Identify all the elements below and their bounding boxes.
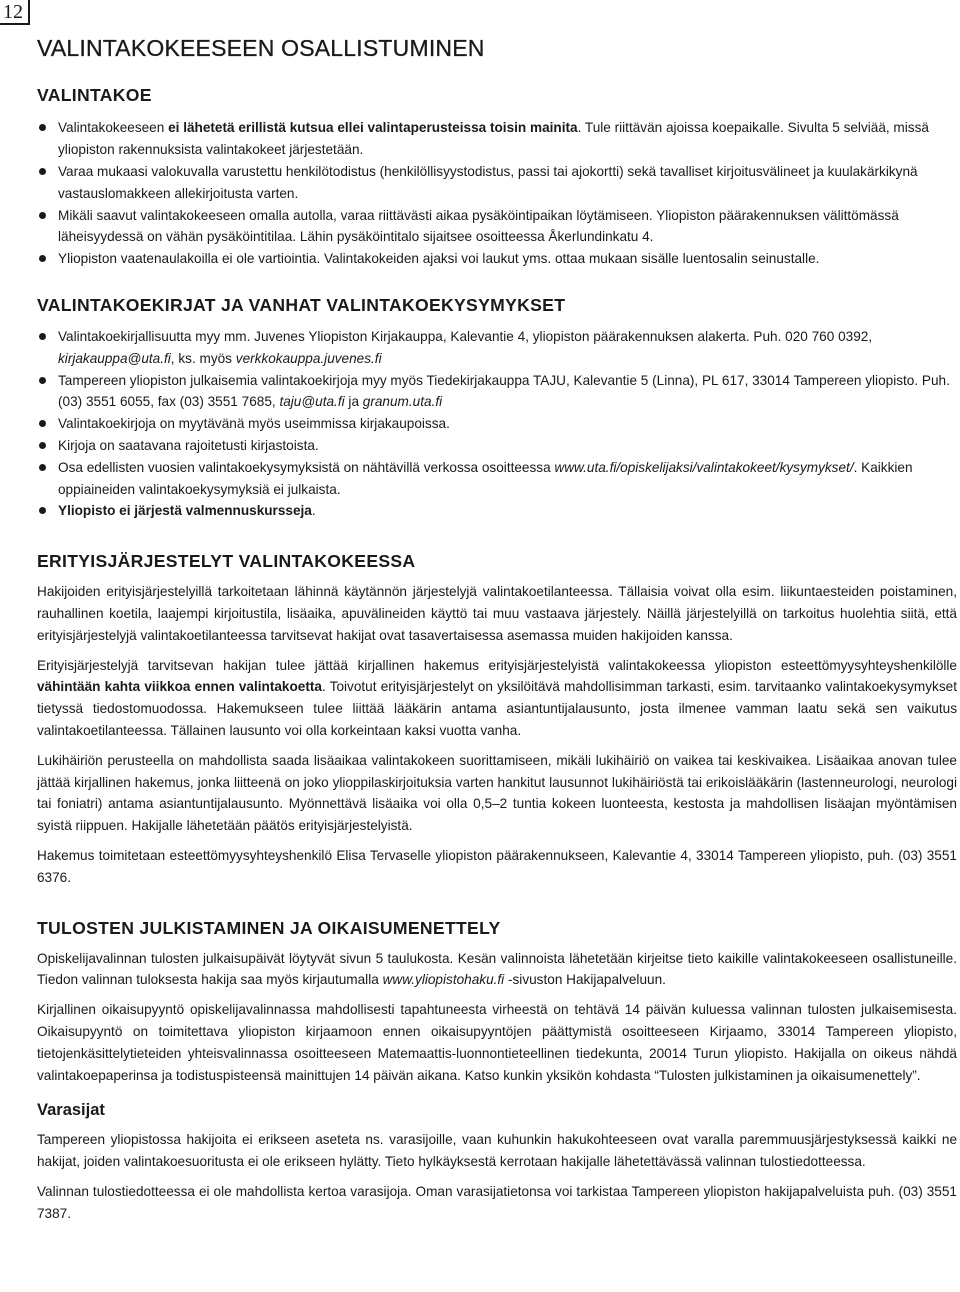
- page-content: [37, 34, 957, 1224]
- web-link[interactable]: www.yliopistohaku.fi: [382, 972, 505, 988]
- valintakoe-list: [37, 117, 957, 270]
- paragraph: Hakijoiden erityisjärjestelyillä tarkoitetaan lähinnä käytännön järjestelyjä valintakoetilanteessa. Tällaisia voivat olla esim. liikuntaesteiden poistaminen, rauhallinen koetila, laajempi kirjoitustila, lisäaika, apuvälineiden käyttö tai muu vastaava järjestely. Näillä järjestelyillä on tarkoitus huolehtia siitä, että erityisjärjestelyjä valintakoetilanteessa tarvitsevat hakijat ovat tasavertaisessa asemassa muiden hakijoiden kanssa.: [37, 584, 957, 643]
- paragraph: Kirjallinen oikaisupyyntö opiskelijavalinnassa mahdollisesti tapahtuneesta virheestä on tehtävä 14 päivän kuluessa valinnan tulosten julkaisemisesta. Oikaisupyyntö on toimitettava yliopiston kirjaamoon ennen oikaisupyyntöjen päättymistä osoitteeseen Kirjaamo, 33014 Tampereen yliopisto, tietojenkäsittelytieteiden yhteisvalinnassa osoitteeseen Matemaattis-luonnontieteellinen tiedekunta, 20014 Turun yliopisto. Hakijalla on oikeus nähdä valintakoepaperinsa ja todistuspisteensä mainittujen 14 päivän aikana. Katso kunkin yksikön kohdasta “Tulosten julkistaminen ja oikaisumenettely”.: [37, 1002, 957, 1083]
- email-link[interactable]: kirjakauppa@uta.fi: [58, 350, 171, 366]
- page-number: 12: [0, 0, 30, 25]
- email-link[interactable]: taju@uta.fi: [279, 394, 345, 410]
- list-item: Valintakokeeseen ei lähetetä erillistä kutsua ellei valintaperusteissa toisin mainita. Tule riittävän ajoissa koepaikalle. Sivulta 5 selviää, missä yliopiston rakennuksista valintakokeet järjestetään.: [37, 117, 957, 161]
- list-item: Valintakoekirjallisuutta myy mm. Juvenes Yliopiston Kirjakauppa, Kalevantie 4, yliopiston päärakennuksen alakerta. Puh. 020 760 0392, kirjakauppa@uta.fi, ks. myös verkkokauppa.juvenes.fi: [37, 326, 957, 370]
- list-item: Varaa mukaasi valokuvalla varustettu henkilötodistus (henkilöllisyystodistus, passi tai ajokortti) sekä tavalliset kirjoitusvälineet ja kuulakärkikynä vastauslomakkeen allekirjoitusta varten.: [37, 161, 957, 205]
- list-item: Mikäli saavut valintakokeeseen omalla autolla, varaa riittävästi aikaa pysäköintipaikan löytämiseen. Yliopiston päärakennuksen välittömässä läheisyydessä on vähän pysäköintitilaa. Lähin pysäköintitalo sijaitsee osoitteessa Åkerlundinkatu 4.: [37, 205, 957, 249]
- list-item: Tampereen yliopiston julkaisemia valintakoekirjoja myy myös Tiedekirjakauppa TAJU, Kalevantie 5 (Linna), PL 617, 33014 Tampereen yliopisto. Puh. (03) 3551 6055, fax (03) 3551 7685, taju@uta.fi ja granum.uta.fi: [37, 370, 957, 414]
- web-link[interactable]: granum.uta.fi: [362, 394, 443, 410]
- section-heading-erityisjarjestelyt: ERITYISJÄRJESTELYT VALINTAKOKEESSA: [37, 551, 416, 572]
- paragraph: Valinnan tulostiedotteessa ei ole mahdollista kertoa varasijoja. Oman varasijatietonsa voi tarkistaa Tampereen yliopiston hakijapalveluista puh. (03) 3551 7387.: [37, 1183, 957, 1221]
- paragraph: Hakemus toimitetaan esteettömyysyhteyshenkilö Elisa Tervaselle yliopiston päärakennukseen, Kalevantie 4, 33014 Tampereen yliopisto, puh. (03) 3551 6376.: [37, 847, 957, 885]
- valintakoekirjat-list: [37, 326, 957, 522]
- paragraph: Opiskelijavalinnan tulosten julkaisupäivät löytyvät sivun 5 taulukosta. Kesän valinnoista lähetetään kirjeitse tieto kaikille valintakokeeseen osallistuneille. Tiedon valinnan tuloksesta hakija saa myös kirjautumalla www.yliopistohaku.fi -sivuston Hakijapalveluun.: [37, 950, 957, 988]
- subsection-heading-varasijat: Varasijat: [37, 1101, 105, 1120]
- section-heading-valintakoe: VALINTAKOE: [37, 85, 152, 105]
- web-link[interactable]: verkkokauppa.juvenes.fi: [235, 350, 382, 366]
- paragraph: Tampereen yliopistossa hakijoita ei erikseen aseteta ns. varasijoille, vaan kuhunkin hakukohteeseen ovat varalla paremmuusjärjestyksessä kaikki ne hakijat, joiden valintakoesuoritusta ei ole erikseen hylätty. Tieto hylkäyksestä kerrotaan hakijalle lähetettävässä valinnan tulostiedotteessa.: [37, 1132, 957, 1170]
- page-title: VALINTAKOKEESEEN OSALLISTUMINEN: [37, 35, 485, 61]
- web-link[interactable]: www.uta.fi/opiskelijaksi/valintakokeet/kysymykset/: [554, 459, 854, 475]
- section-heading-valintakoekirjat: VALINTAKOEKIRJAT JA VANHAT VALINTAKOEKYSYMYKSET: [37, 294, 566, 315]
- list-item: Yliopiston vaatenaulakoilla ei ole vartiointia. Valintakokeiden ajaksi voi laukut yms. ottaa mukaan sisälle luentosalin seinustalle.: [37, 248, 957, 270]
- section-heading-tulosten-julkistaminen: TULOSTEN JULKISTAMINEN JA OIKAISUMENETTELY: [37, 917, 501, 938]
- list-item: Yliopisto ei järjestä valmennuskursseja.: [37, 500, 957, 522]
- paragraph: Lukihäiriön perusteella on mahdollista saada lisäaikaa valintakokeen suorittamiseen, mikäli lukihäiriö on vaikea tai keskivaikea. Lisäaikaa anovan tulee jättää kirjallinen hakemus, jonka liitteenä on joko ylioppilaskirjoituksia varten hankitut lausunnot lukihäiriöstä tai erikoislääkärin (lastenneurologi, neurologi tai foniatri) antama asiantuntijalausunto. Myönnettävä lisäaika voi olla 0,5–2 tuntia kokeen luonteesta, kestosta ja mahdollisen lisäajan myöntämisen syistä riippuen. Hakijalle lähetetään päätös erityisjärjestelyistä.: [37, 752, 957, 834]
- list-item: Kirjoja on saatavana rajoitetusti kirjastoista.: [37, 435, 957, 457]
- list-item: Osa edellisten vuosien valintakoekysymyksistä on nähtävillä verkossa osoitteessa www.uta.fi/opiskelijaksi/valintakokeet/kysymykset/. Kaikkien oppiaineiden valintakoekysymyksiä ei julkaista.: [37, 457, 957, 501]
- paragraph: Erityisjärjestelyjä tarvitsevan hakijan tulee jättää kirjallinen hakemus erityisjärjestelyistä valintakokeessa yliopiston esteettömyysyhteyshenkilölle vähintään kahta viikkoa ennen valintakoetta. Toivotut erityisjärjestelyt on yksilöitävä mahdollisimman tarkasti, esim. tarvitaanko valintakoekysymykset tietyssä tiedostomuodossa. Hakemukseen tulee liittää lääkärin antama asiantuntijalausunto, josta ilmenee vamman laatu sekä sen vaikutus valintakoetilanteessa. Tällainen lausunto voi olla korkeintaan kaksi vuotta vanha.: [37, 657, 957, 738]
- list-item: Valintakoekirjoja on myytävänä myös useimmissa kirjakaupoissa.: [37, 413, 957, 435]
